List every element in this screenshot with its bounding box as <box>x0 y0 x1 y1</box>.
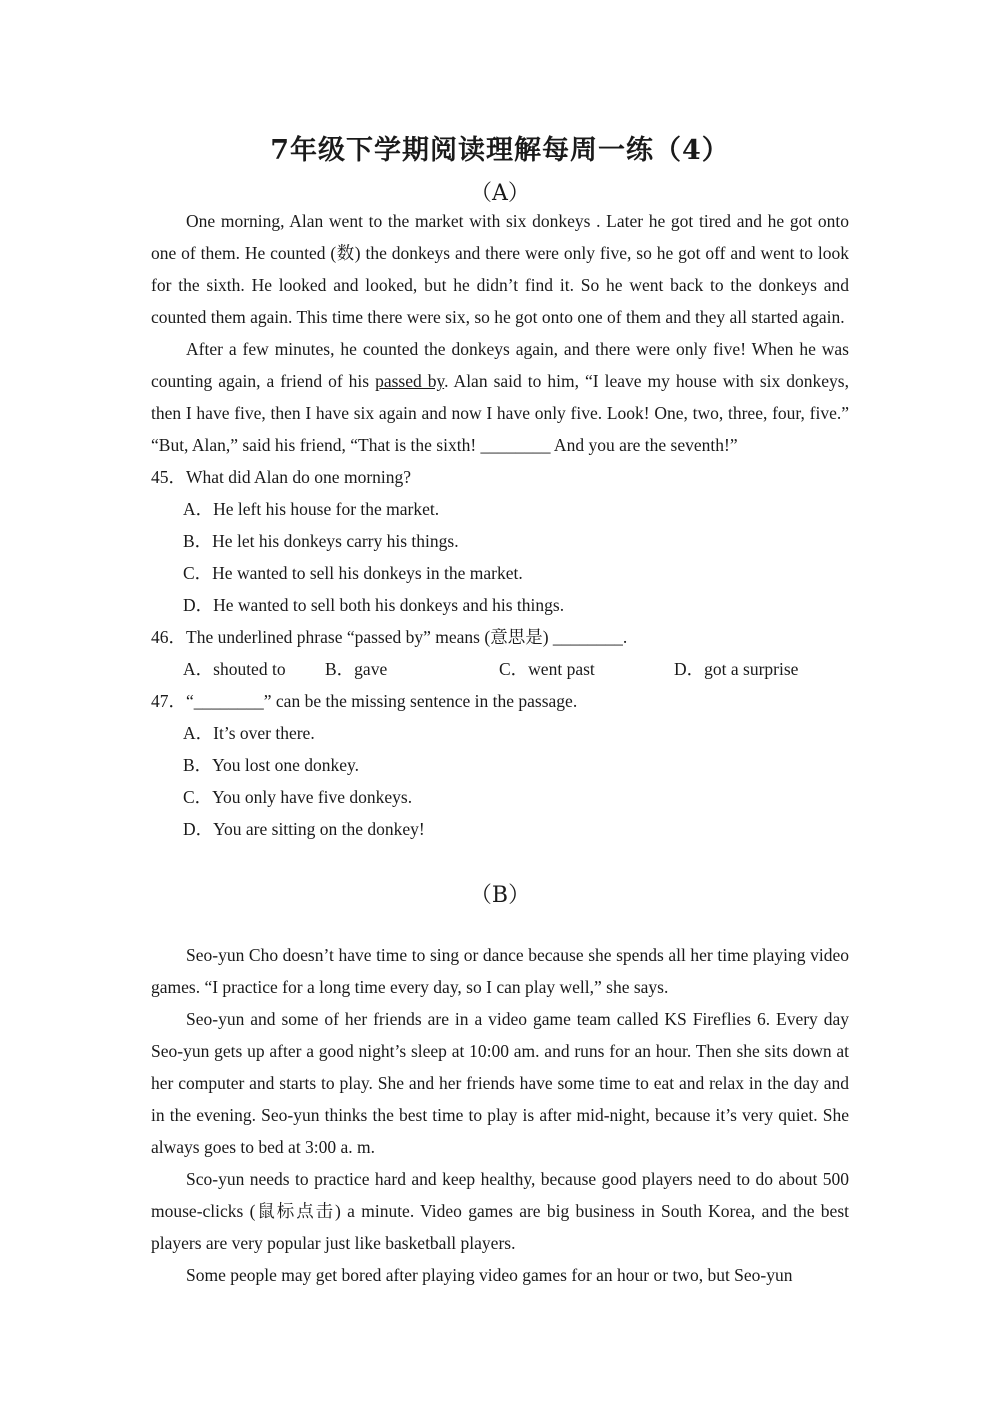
question-47-option-a: A．It’s over there. <box>183 723 315 743</box>
section-b-content <box>151 939 849 1291</box>
question-45-stem: 45．What did Alan do one morning? <box>151 467 412 487</box>
passage-b-paragraph-1: Seo-yun Cho doesn’t have time to sing or dance because she spends all her time playing video games. “I practice for a long time every day, so I can play well,” she says. <box>151 945 849 997</box>
question-47-option-b: B．You lost one donkey. <box>183 755 359 775</box>
question-46-option-c: C．went past <box>499 659 595 679</box>
paragraph-2-text-before: After a few minutes, he counted the donkeys again, and there were only five! When he was counting again, a friend of his <box>151 339 849 391</box>
question-45-option-d: D．He wanted to sell both his donkeys and his things. <box>183 595 565 615</box>
underlined-phrase: passed by <box>375 371 445 391</box>
question-46-options <box>151 653 849 685</box>
passage-b-paragraph-2: Seo-yun and some of her friends are in a video game team called KS Fireflies 6. Every day Seo-yun gets up after a good night’s sleep at 10:00 am. and runs for an hour. Then she sits down at her computer and starts to play. She and her friends have some time to eat and relax in the day and in the evening. Seo-yun thinks the best time to play is after mid-night, because it’s very quiet. She always goes to bed at 3:00 a. m. <box>151 1009 849 1157</box>
question-45-option-a: A．He left his house for the market. <box>183 499 440 519</box>
page-title: 7年级下学期阅读理解每周一练（4） <box>270 135 730 166</box>
section-a-heading: （A） <box>470 181 530 206</box>
question-46-option-d: D．got a surprise <box>674 659 799 679</box>
section-a-content <box>151 205 849 845</box>
question-46-option-b: B．gave <box>325 659 388 679</box>
section-b-heading: （B） <box>469 883 531 908</box>
paragraph-2-text-after: . Alan said to him, “I leave my house with six donkeys, then I have five, then I have six again and now I have only five. Look! One, two, three, four, five.” “But, Alan,” said his friend, “That is the sixth! ________ And you are the seventh!” <box>151 371 849 455</box>
passage-a-paragraph-1: One morning, Alan went to the market with six donkeys . Later he got tired and he got onto one of them. He counted (数) the donkeys and there were only five, so he got off and went to look for the sixth. He looked and looked, but he didn’t find it. So he went back to the donkeys and counted them again. This time there were six, so he got onto one of them and they all started again. <box>151 211 849 327</box>
passage-b-paragraph-4: Some people may get bored after playing video games for an hour or two, but Seo-yun <box>186 1265 793 1285</box>
question-46-option-a: A．shouted to <box>183 659 286 679</box>
passage-b-paragraph-3: Sco-yun needs to practice hard and keep healthy, because good players need to do about 500 mouse-clicks (鼠标点击) a minute. Video games are big business in South Korea, and the best players are very popular just like basketball players. <box>151 1169 849 1253</box>
question-47-stem: 47．“________” can be the missing sentence in the passage. <box>151 691 578 711</box>
question-47-option-c: C．You only have five donkeys. <box>183 787 413 807</box>
question-45-option-c: C．He wanted to sell his donkeys in the market. <box>183 563 523 583</box>
question-46-stem: 46．The underlined phrase “passed by” means (意思是) ________. <box>151 627 628 647</box>
question-47-option-d: D．You are sitting on the donkey! <box>183 819 425 839</box>
passage-a-paragraph-2 <box>151 333 849 461</box>
question-45-option-b: B．He let his donkeys carry his things. <box>183 531 459 551</box>
